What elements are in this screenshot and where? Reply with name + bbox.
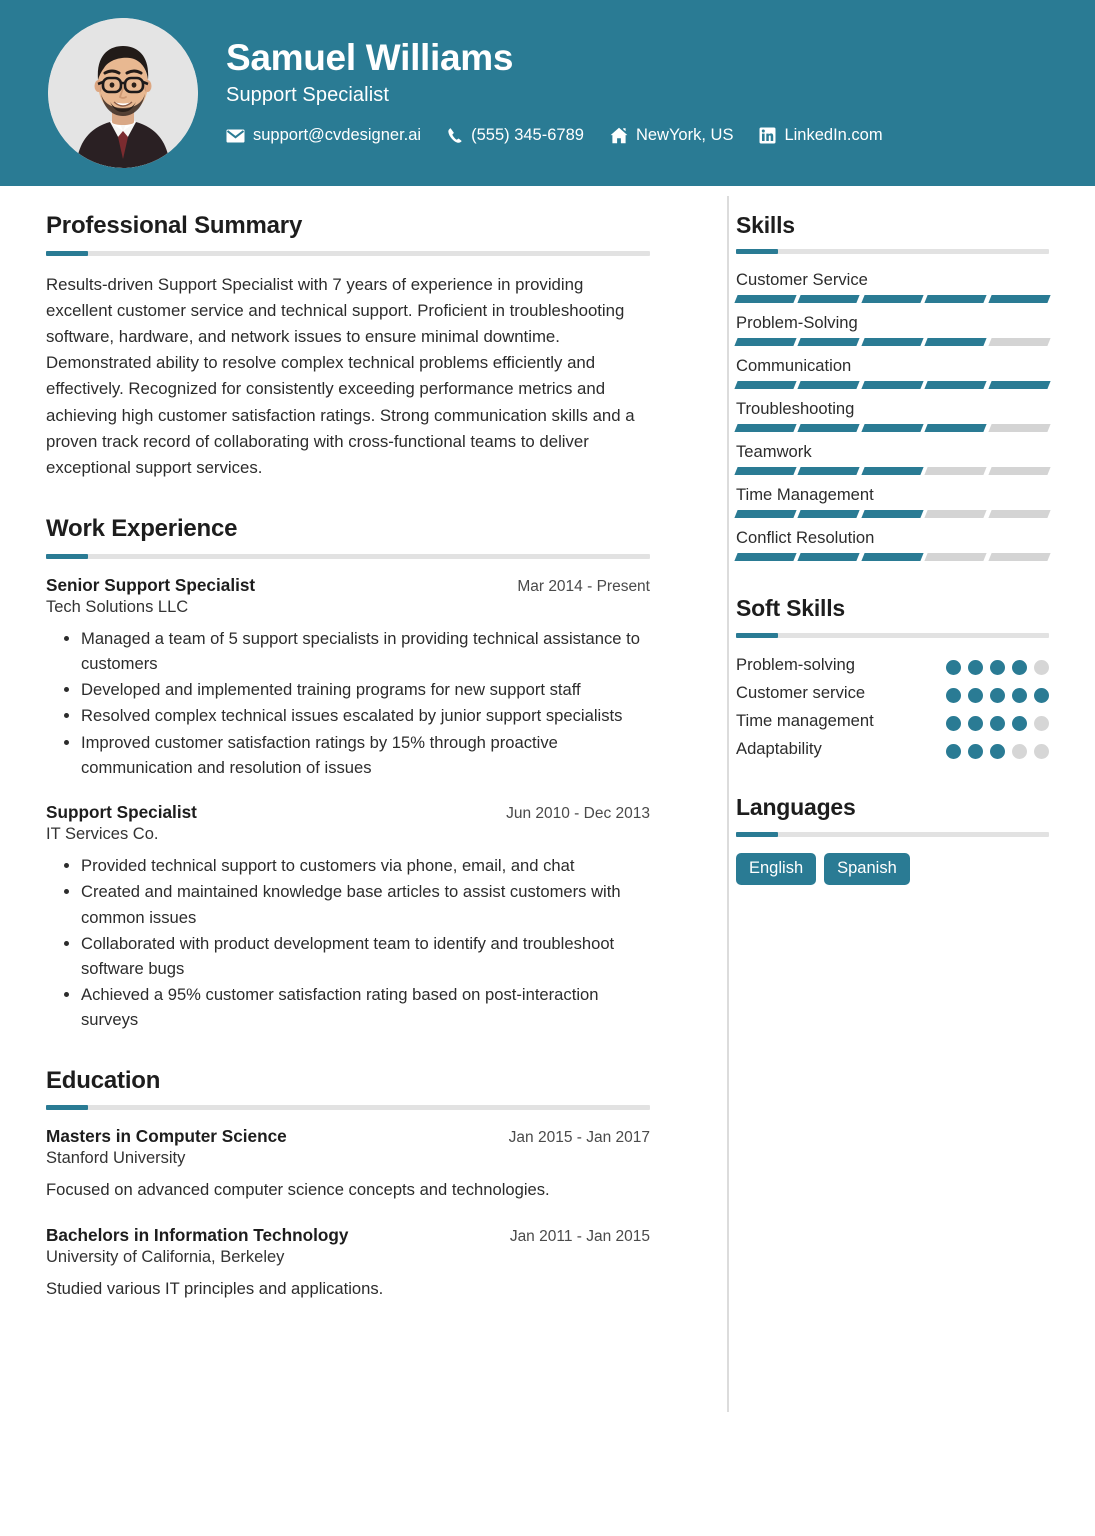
soft-skill-name: Time management [736, 710, 874, 730]
rating-dot [1012, 688, 1027, 703]
contact-location[interactable] [610, 126, 734, 145]
entry-bullet: • Developed and implemented training programs for new support staff [81, 677, 650, 702]
rating-dot [990, 688, 1005, 703]
rating-dot [968, 660, 983, 675]
entry-bullet-list [46, 853, 650, 1033]
contact-email-text: support@cvdesigner.ai [253, 126, 422, 145]
rating-dot [1012, 660, 1027, 675]
skill-row [736, 313, 1049, 346]
skill-bar-segment [925, 381, 988, 389]
skill-name: Problem-Solving [736, 313, 858, 333]
language-tag[interactable]: English [736, 853, 816, 885]
rating-dot [946, 716, 961, 731]
skill-bar-segment [925, 295, 988, 303]
rating-dot [990, 716, 1005, 731]
contact-phone-text: (555) 345-6789 [471, 126, 584, 145]
section-rule [46, 554, 650, 559]
contact-linkedin-text: LinkedIn.com [784, 126, 883, 145]
work-entry [46, 575, 650, 780]
contact-linkedin[interactable] [759, 126, 882, 145]
skill-row [736, 442, 1049, 475]
summary-text: Results-driven Support Specialist with 7 years of experience in providing excellent customer service and technical support. Proficient in troubleshooting software, hardware, and network issues to ensure minimal downtime. Demonstrated ability to resolve complex technical problems efficiently and effectively. Recognized for consistently exceeding performance metrics and achieving high customer satisfaction ratings. Strong communication skills and a proven track record of collaborating with cross-functional teams to deliver exceptional support services. [46, 274, 635, 478]
skill-level-bar [736, 510, 1049, 518]
resume-header [0, 0, 1095, 186]
contact-location-text: NewYork, US [635, 126, 734, 145]
rating-dot [1034, 688, 1049, 703]
skill-bar-segment [861, 424, 924, 432]
rating-dot [1012, 744, 1027, 759]
section-professional-summary [46, 212, 650, 481]
entry-organization: Tech Solutions LLC [46, 597, 189, 616]
main-column [0, 212, 690, 1336]
skill-bar-segment [861, 338, 924, 346]
work-entry [46, 802, 650, 1033]
entry-bullet: • Managed a team of 5 support specialists in providing technical assistance to customers [81, 626, 650, 676]
skill-name: Communication [736, 356, 852, 376]
entry-bullet: • Created and maintained knowledge base articles to assist customers with common issues [81, 879, 650, 929]
skill-bar-segment [988, 553, 1051, 561]
rating-dot [968, 744, 983, 759]
entry-role: Senior Support Specialist [46, 574, 256, 595]
entry-bullet: • Provided technical support to customers via phone, email, and chat [81, 853, 650, 878]
entry-date: Mar 2014 - Present [517, 577, 650, 595]
entry-bullet-list [46, 626, 650, 780]
section-rule [736, 633, 1049, 638]
education-entry [46, 1126, 650, 1203]
soft-skill-name: Adaptability [736, 738, 822, 758]
sidebar-column [690, 212, 1095, 1336]
skill-bar-segment [861, 467, 924, 475]
entry-role: Masters in Computer Science [46, 1126, 287, 1147]
section-skills [736, 212, 1049, 561]
rating-dot [968, 688, 983, 703]
skill-row [736, 399, 1049, 432]
skill-bar-segment [861, 510, 924, 518]
skill-bar-segment [734, 467, 797, 475]
skill-level-bar [736, 381, 1049, 389]
entry-date: Jan 2015 - Jan 2017 [508, 1129, 650, 1147]
section-title-professional-summary: Professional Summary [46, 212, 303, 239]
section-title-languages: Languages [736, 794, 856, 821]
skill-bar-segment [988, 510, 1051, 518]
skill-name: Conflict Resolution [736, 528, 875, 548]
soft-skill-row [736, 710, 1049, 733]
skill-level-bar [736, 338, 1049, 346]
skill-bar-segment [925, 467, 988, 475]
skill-bar-segment [798, 381, 861, 389]
education-entry [46, 1225, 650, 1302]
skill-bar-segment [988, 381, 1051, 389]
header-text-block [226, 37, 883, 149]
soft-skill-list [736, 654, 1049, 761]
skill-bar-segment [734, 338, 797, 346]
skill-bar-segment [988, 424, 1051, 432]
entry-organization: University of California, Berkeley [46, 1248, 285, 1267]
soft-skill-row [736, 682, 1049, 705]
entry-header [46, 1225, 650, 1246]
skill-bar-segment [925, 338, 988, 346]
entry-bullet: • Improved customer satisfaction ratings by 15% through proactive communication and resolution of issues [81, 730, 650, 780]
entry-bullet: • Achieved a 95% customer satisfaction rating based on post-interaction surveys [81, 982, 650, 1032]
entry-organization: Stanford University [46, 1149, 186, 1168]
skill-bar-segment [734, 381, 797, 389]
entry-organization: IT Services Co. [46, 825, 159, 844]
section-title-soft-skills: Soft Skills [736, 595, 845, 622]
entry-header [46, 1126, 650, 1147]
skill-bar-segment [734, 424, 797, 432]
section-title-work-experience: Work Experience [46, 515, 238, 543]
skill-name: Time Management [736, 485, 874, 505]
rating-dot [946, 660, 961, 675]
envelope-icon [226, 129, 245, 143]
avatar-photo [48, 18, 198, 168]
phone-icon [447, 127, 463, 144]
soft-skill-rating-dots [946, 710, 1049, 731]
skill-bar-segment [861, 381, 924, 389]
contact-phone[interactable] [447, 126, 584, 145]
section-work-experience [46, 515, 650, 1032]
soft-skill-rating-dots [946, 738, 1049, 759]
entry-date: Jan 2011 - Jan 2015 [509, 1228, 650, 1246]
skill-row [736, 270, 1049, 303]
language-tag-list [736, 853, 1049, 885]
skill-row [736, 485, 1049, 518]
entry-bullet: • Collaborated with product development team to identify and troubleshoot software bugs [81, 931, 650, 981]
resume-body [0, 186, 1095, 1336]
entry-header [46, 802, 650, 823]
entry-date: Jun 2010 - Dec 2013 [506, 805, 650, 823]
skill-bar-segment [798, 510, 861, 518]
skill-bar-segment [861, 553, 924, 561]
entry-role: Support Specialist [46, 802, 197, 823]
skill-list [736, 270, 1049, 561]
entry-description: Studied various IT principles and applications. [46, 1279, 384, 1299]
skill-bar-segment [734, 553, 797, 561]
rating-dot [1012, 716, 1027, 731]
skill-bar-segment [798, 467, 861, 475]
section-rule [46, 251, 650, 256]
skill-bar-segment [798, 295, 861, 303]
skill-level-bar [736, 553, 1049, 561]
skill-level-bar [736, 424, 1049, 432]
skill-row [736, 356, 1049, 389]
entry-header [46, 575, 650, 596]
skill-bar-segment [798, 424, 861, 432]
entry-bullet: • Resolved complex technical issues escalated by junior support specialists [81, 703, 650, 728]
section-rule [736, 249, 1049, 254]
home-icon [610, 127, 628, 144]
soft-skill-row [736, 654, 1049, 677]
rating-dot [1034, 744, 1049, 759]
skill-bar-segment [734, 510, 797, 518]
person-job-title: Support Specialist [226, 84, 390, 107]
soft-skill-rating-dots [946, 654, 1049, 675]
section-languages [736, 794, 1049, 884]
skill-bar-segment [988, 338, 1051, 346]
skill-row [736, 528, 1049, 561]
section-title-education: Education [46, 1066, 161, 1094]
contact-list [226, 126, 883, 145]
soft-skill-name: Problem-solving [736, 654, 855, 674]
section-rule [46, 1105, 650, 1110]
section-title-skills: Skills [736, 212, 795, 238]
rating-dot [946, 744, 961, 759]
skill-bar-segment [798, 338, 861, 346]
skill-bar-segment [798, 553, 861, 561]
skill-bar-segment [861, 295, 924, 303]
skill-bar-segment [925, 553, 988, 561]
rating-dot [1034, 716, 1049, 731]
skill-name: Customer Service [736, 270, 868, 290]
work-entry-list [46, 575, 650, 1033]
soft-skill-row [736, 738, 1049, 761]
skill-name: Troubleshooting [736, 399, 855, 419]
rating-dot [990, 660, 1005, 675]
skill-bar-segment [988, 295, 1051, 303]
column-divider [727, 196, 729, 1412]
avatar [48, 18, 198, 168]
skill-bar-segment [988, 467, 1051, 475]
contact-email[interactable] [226, 126, 421, 145]
rating-dot [1034, 660, 1049, 675]
entry-role: Bachelors in Information Technology [46, 1225, 349, 1246]
rating-dot [968, 716, 983, 731]
entry-description: Focused on advanced computer science concepts and technologies. [46, 1180, 550, 1200]
person-name: Samuel Williams [226, 36, 514, 78]
skill-bar-segment [925, 510, 988, 518]
education-entry-list [46, 1126, 650, 1302]
linkedin-icon [759, 127, 776, 144]
section-rule [736, 832, 1049, 837]
rating-dot [990, 744, 1005, 759]
skill-level-bar [736, 467, 1049, 475]
rating-dot [946, 688, 961, 703]
skill-bar-segment [925, 424, 988, 432]
language-tag[interactable]: Spanish [824, 853, 910, 885]
section-education [46, 1067, 650, 1302]
section-soft-skills [736, 595, 1049, 760]
soft-skill-name: Customer service [736, 682, 866, 702]
skill-level-bar [736, 295, 1049, 303]
soft-skill-rating-dots [946, 682, 1049, 703]
skill-bar-segment [734, 295, 797, 303]
skill-name: Teamwork [736, 442, 812, 462]
